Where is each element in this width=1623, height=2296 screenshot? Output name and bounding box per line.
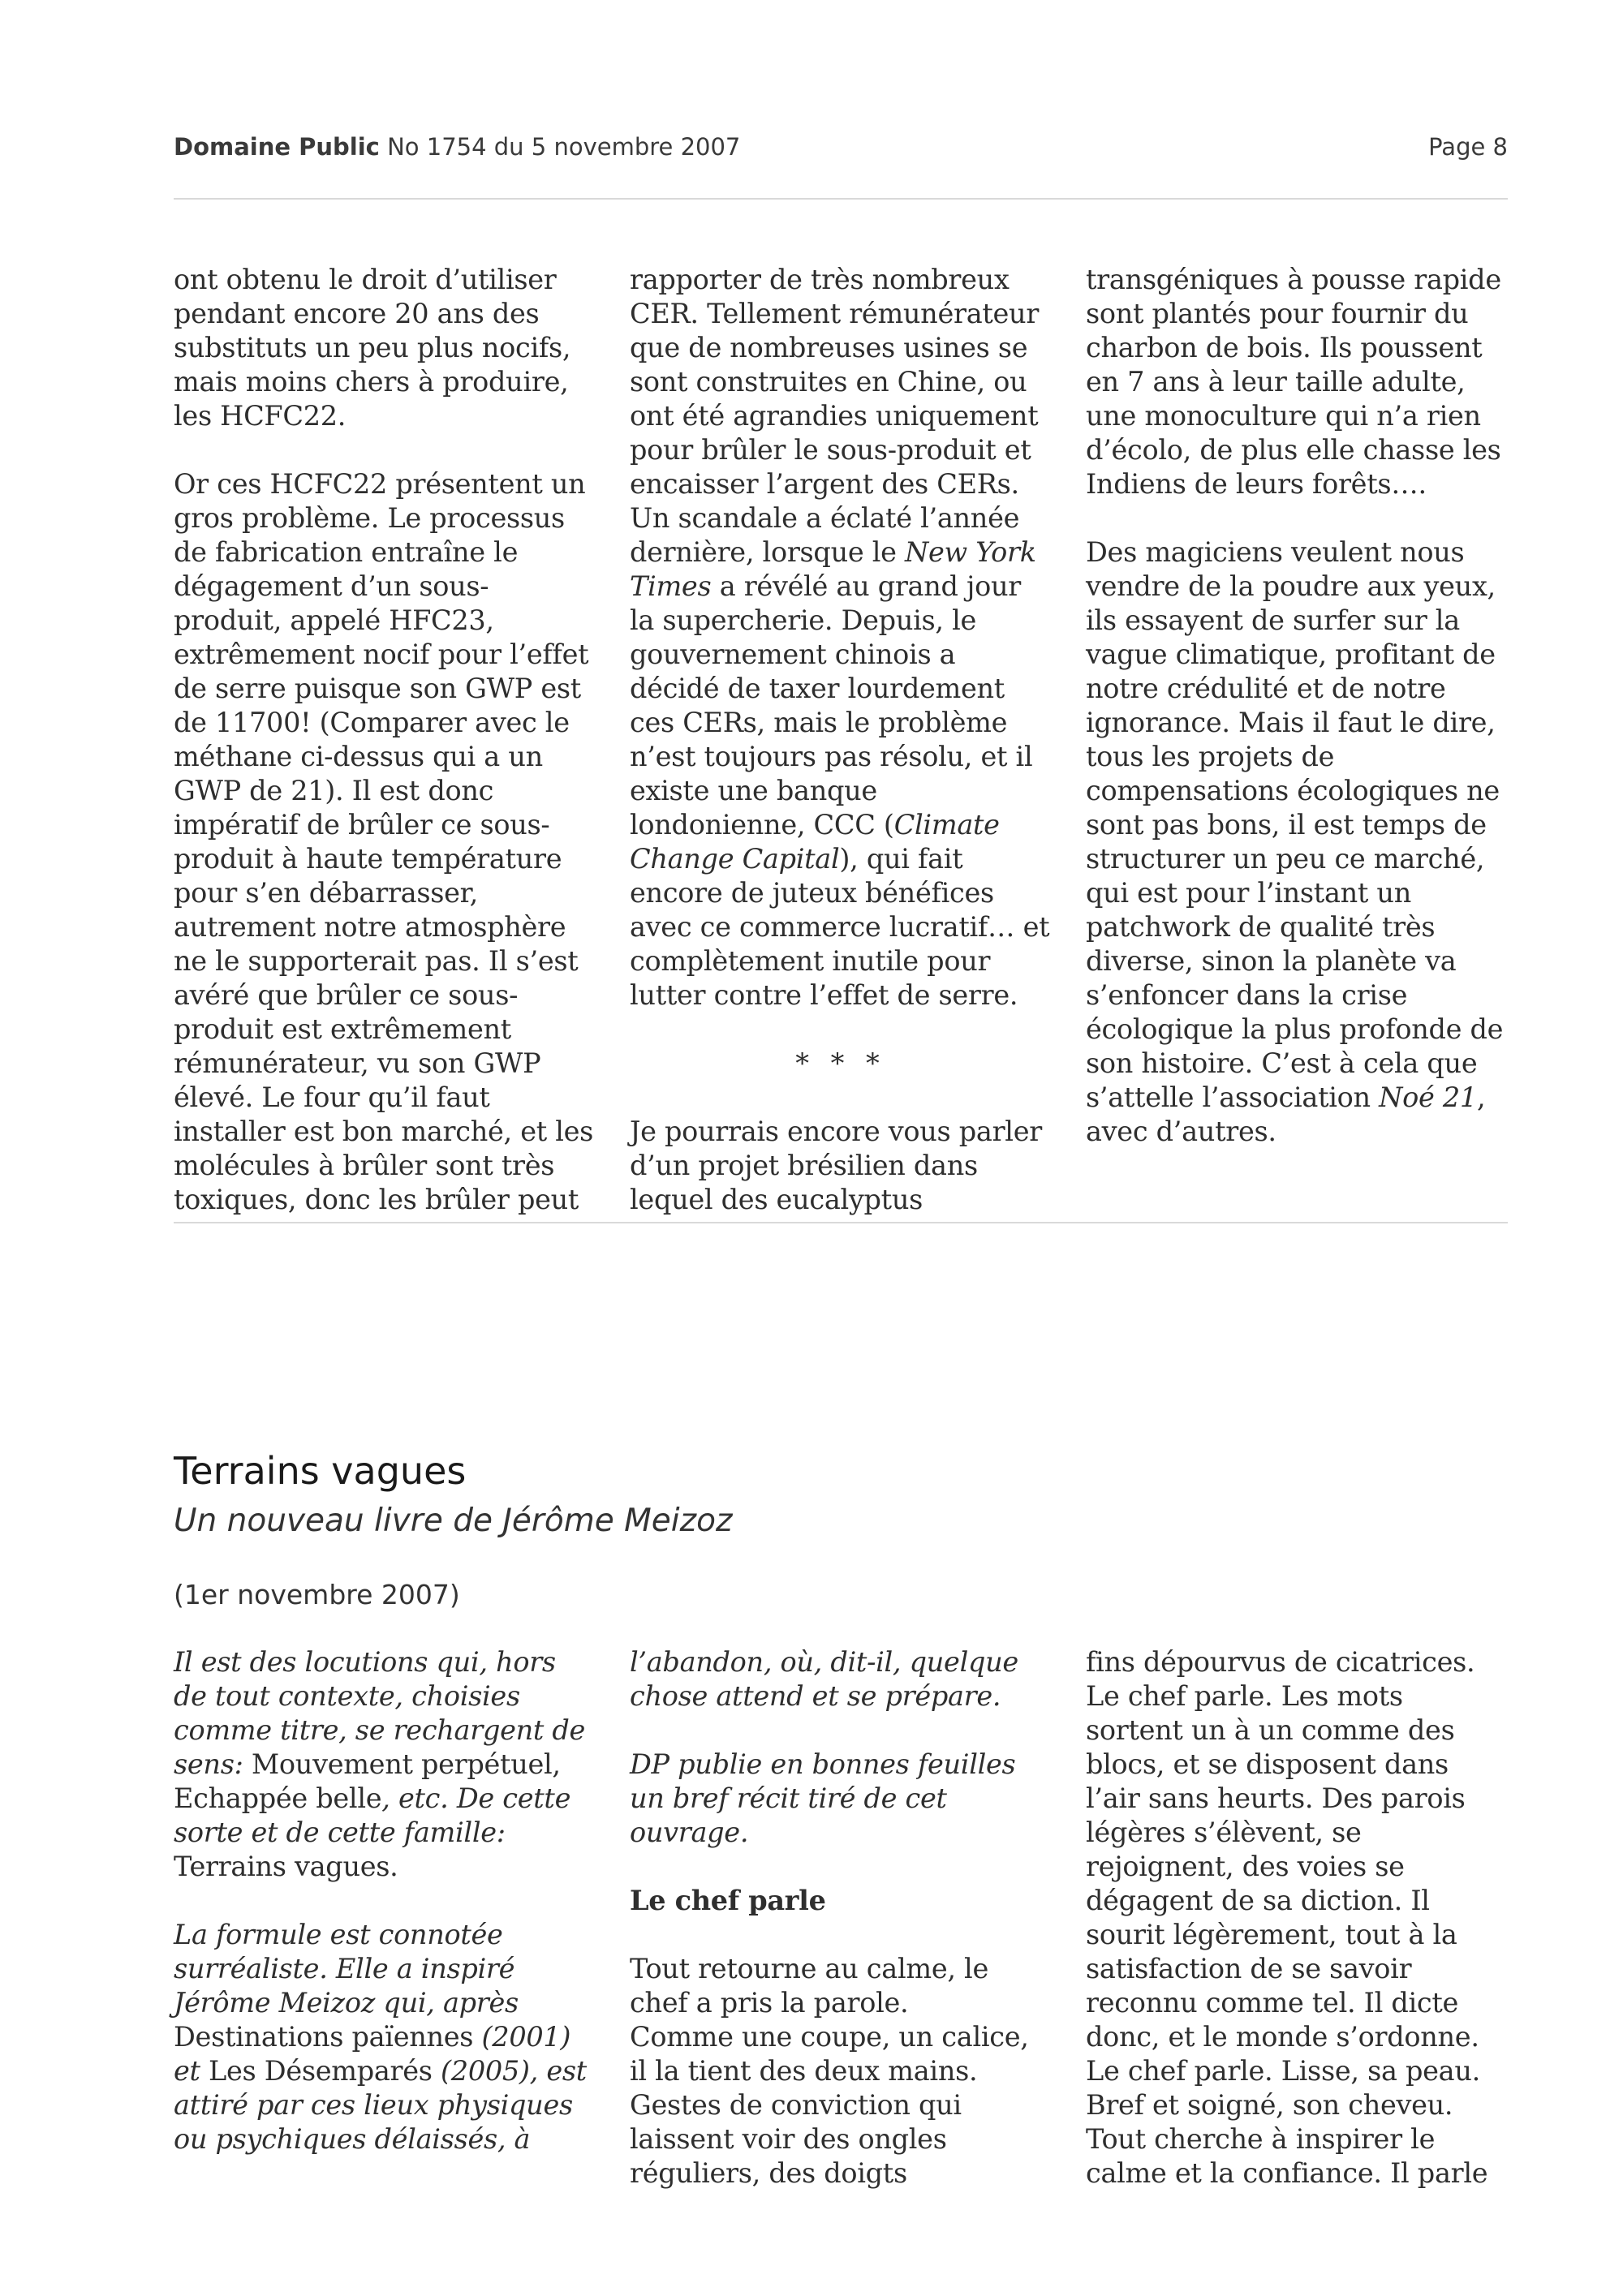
- text-run: Des magiciens veulent nous vendre de la poudre aux yeux, ils essayent de surfer sur la vague climatique, profitant de notre crédulité et de notre ignorance. Mais il faut le dire, tous les projets de compensations écologiques ne sont pas bons, il est temps de structurer un peu ce marché, qui est pour l’instant un patchwork de qualité très diverse, sinon la planète va s’enfoncer dans la crise écologique la plus profonde de son histoire. C’est à cela que s’attelle l’association: [1086, 536, 1504, 1113]
- article-columns: [174, 1645, 1508, 2191]
- article-column-3: [1086, 1645, 1508, 2191]
- text-run: Il est des locutions qui, hors de tout contexte, choisies comme titre, se rechargent de sens:: [174, 1646, 586, 1780]
- section-subheading: Le chef parle: [630, 1885, 826, 1916]
- paragraph: [174, 1645, 596, 1884]
- text-run: rapporter de très nombreux CER. Tellement rémunérateur que de nombreuses usines se sont construites en Chine, ou ont été agrandies uniquement pour brûler le sous-produit et encaisser l’argent des CERs. Un scandale a éclaté l’année dernière, lorsque le: [630, 264, 1040, 568]
- text-run: , etc. De cette sorte et de cette famille:: [174, 1782, 571, 1848]
- article-column-1: [174, 1645, 596, 2191]
- text-run: , avec d’autres.: [1086, 1081, 1486, 1147]
- continued-column-2: [630, 263, 1052, 1217]
- continued-column-3: [1086, 263, 1508, 1217]
- paragraph: DP publie en bonnes feuilles un bref récit tiré de cet ouvrage.: [630, 1748, 1016, 1848]
- continued-article-columns: [174, 263, 1508, 1217]
- article-divider: [174, 1222, 1508, 1223]
- text-run: (2001) et: [174, 2021, 571, 2087]
- association-name: Noé 21: [1379, 1081, 1477, 1113]
- text-run: Terrains vagues.: [174, 1851, 398, 1882]
- continued-column-1: [174, 263, 596, 1217]
- article-title: Terrains vagues: [174, 1449, 467, 1493]
- paragraph: Or ces HCFC22 présentent un gros problème. Le processus de fabrication entraîne le dégagement d’un sous-produit, appelé HFC23, extrêmement nocif pour l’effet de serre puisque son GWP est de 11700! (Comparer avec le méthane ci-dessus qui a un GWP de 21). Il est donc impératif de brûler ce sous-produit à haute température pour s’en débarrasser, autrement notre atmosphère ne le supporterait pas. Il s’est avéré que brûler ce sous-produit est extrêmement rémunérateur, vu son GWP élevé. Le four qu’il faut installer est bon marché, et les molécules à brûler sont très toxiques, donc les brûler peut: [174, 468, 594, 1215]
- paragraph: Tout retourne au calme, le chef a pris la parole.: [630, 1953, 988, 2019]
- newspaper-name: New York Times: [630, 536, 1036, 602]
- page-header: [174, 133, 1508, 166]
- paragraph: ont obtenu le droit d’utiliser pendant encore 20 ans des substituts un peu plus nocifs, mais moins chers à produire, les HCFC22.: [174, 264, 571, 432]
- paragraph: [1086, 535, 1508, 1149]
- section-separator: * * *: [795, 1047, 886, 1079]
- text-run: (2005), est attiré par ces lieux physiques ou psychiques délaissés, à: [174, 2055, 587, 2155]
- page-number: Page 8: [1428, 133, 1508, 161]
- text-run: ), qui fait encore de juteux bénéfices avec ce commerce lucratif… et complètement inutile pour lutter contre l’effet de serre.: [630, 843, 1050, 1011]
- article-date: (1er novembre 2007): [174, 1579, 460, 1610]
- paragraph: fins dépourvus de cicatrices. Le chef parle. Les mots sortent un à un comme des blocs, et se disposent dans l’air sans heurts. Des parois légères s’élèvent, se rejoignent, des voies se dégagent de sa diction. Il sourit légèrement, tout à la satisfaction de se savoir reconnu comme tel. Il dicte donc, et le monde s’ordonne. Le chef parle. Lisse, sa peau. Bref et soigné, son cheveu. Tout cherche à inspirer le calme et la confiance. Il parle: [1086, 1646, 1488, 2189]
- paragraph: transgéniques à pousse rapide sont plantés pour fournir du charbon de bois. Ils poussent en 7 ans à leur taille adulte, une monoculture qui n’a rien d’écolo, de plus elle chasse les Indiens de leurs forêts….: [1086, 264, 1501, 500]
- paragraph: l’abandon, où, dit-il, quelque chose attend et se prépare.: [630, 1646, 1018, 1712]
- publication-name: Domaine Public: [174, 133, 380, 161]
- paragraph: Comme une coupe, un calice, il la tient des deux mains. Gestes de conviction qui laissent voir des ongles réguliers, des doigts: [630, 2021, 1029, 2189]
- paragraph: Je pourrais encore vous parler d’un projet brésilien dans lequel des eucalyptus: [630, 1116, 1042, 1215]
- paragraph: [630, 263, 1052, 1013]
- text-run: La formule est connotée surréaliste. Elle a inspiré Jérôme Meizoz qui, après: [174, 1919, 519, 2019]
- article-column-2: [630, 1645, 1052, 2191]
- header-divider: [174, 198, 1508, 200]
- book-title: Destinations païennes: [174, 2021, 474, 2053]
- paragraph: [174, 1918, 596, 2156]
- text-run: a révélé au grand jour la supercherie. Depuis, le gouvernement chinois a décidé de taxer lourdement ces CERs, mais le problème n’est toujours pas résolu, et il existe une banque londonienne, CCC (: [630, 570, 1033, 841]
- header-left: [174, 133, 740, 161]
- issue-info: No 1754 du 5 novembre 2007: [387, 133, 741, 161]
- bank-name: Climate Change Capital: [630, 809, 1000, 875]
- text-run: Mouvement perpétuel, Echappée belle: [174, 1748, 561, 1814]
- article-subtitle: Un nouveau livre de Jérôme Meizoz: [174, 1503, 733, 1539]
- book-title: Les Désemparés: [209, 2055, 433, 2087]
